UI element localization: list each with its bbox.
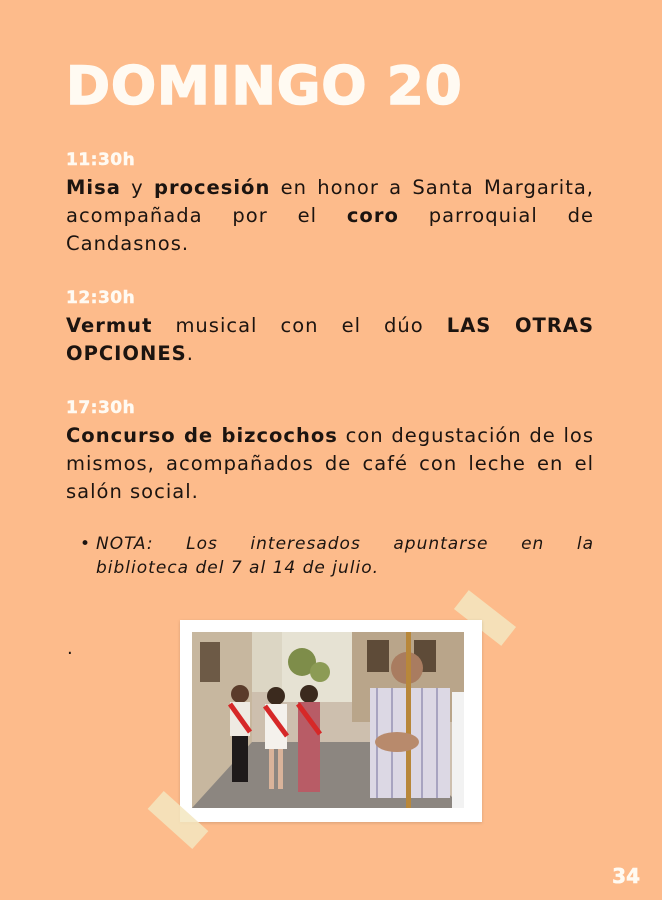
event-highlight: Misa bbox=[66, 176, 121, 199]
procession-photo-icon bbox=[192, 632, 464, 808]
page-title: DOMINGO 20 bbox=[66, 56, 463, 117]
event-time: 12:30h bbox=[66, 288, 136, 308]
page-number: 34 bbox=[612, 864, 640, 888]
event-1 bbox=[66, 150, 594, 258]
stray-dot: . bbox=[67, 638, 73, 659]
photo-frame bbox=[180, 620, 482, 822]
event-2 bbox=[66, 288, 594, 368]
event-highlight: coro bbox=[346, 204, 399, 227]
bullet-icon: • bbox=[80, 534, 92, 554]
event-3 bbox=[66, 398, 594, 506]
event-text: con degustación de los mismos, acompañados de café con leche en el salón social. bbox=[66, 424, 594, 503]
event-text: en honor a Santa Margarita, acompañada por el bbox=[66, 176, 594, 227]
note bbox=[80, 532, 594, 580]
event-description bbox=[66, 174, 594, 258]
event-text: . bbox=[186, 342, 194, 365]
event-highlight: LAS OTRAS OPCIONES bbox=[66, 314, 594, 365]
note-line: NOTA: Los interesados apuntarse en la bbox=[96, 534, 594, 554]
event-text: musical con el dúo bbox=[152, 314, 447, 337]
event-highlight: procesión bbox=[154, 176, 271, 199]
event-time: 17:30h bbox=[66, 398, 136, 418]
event-text: y bbox=[120, 176, 154, 199]
event-time: 11:30h bbox=[66, 150, 136, 170]
event-description bbox=[66, 312, 594, 368]
event-description bbox=[66, 422, 594, 506]
event-highlight: Concurso de bizcochos bbox=[66, 424, 338, 447]
note-text bbox=[96, 532, 594, 580]
event-text: parroquial de Candasnos. bbox=[66, 204, 594, 255]
event-highlight: Vermut bbox=[66, 314, 153, 337]
note-line: biblioteca del 7 al 14 de julio. bbox=[96, 558, 380, 578]
